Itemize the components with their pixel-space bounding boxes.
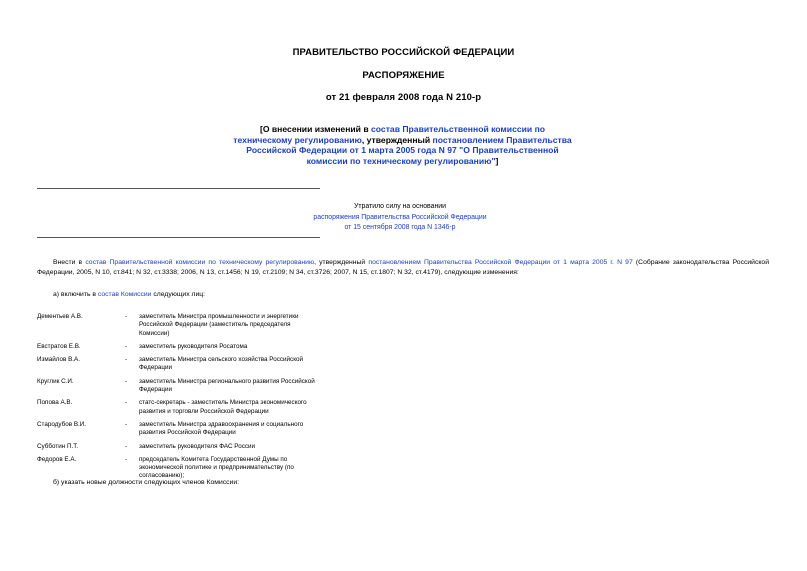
- member-name: Дементьев А.В.: [37, 313, 83, 320]
- member-name: Попова А.В.: [37, 399, 73, 407]
- document-type: РАСПОРЯЖЕНИЕ: [362, 70, 445, 81]
- member-dash: -: [125, 399, 128, 407]
- member-position: заместитель Министра регионального развития Российской Федерации: [139, 377, 315, 394]
- list-item: [37, 313, 397, 338]
- member-name: Круглик С.И.: [37, 377, 74, 385]
- item-b: б) указать новые должности следующих членов Комиссии:: [53, 479, 240, 486]
- list-item: [37, 421, 397, 438]
- intro-link-decree[interactable]: постановлением Правительства Российской Федерации от 1 марта 2005 г. N 97: [368, 259, 633, 266]
- intro-text-2: , утвержденный: [314, 259, 369, 266]
- member-name: Федоров Е.А.: [37, 455, 77, 463]
- member-position: заместитель руководителя ФАС России: [139, 442, 256, 450]
- title-mid: , утвержденный: [361, 134, 433, 145]
- divider-bottom: [37, 237, 320, 238]
- member-dash: -: [125, 377, 128, 385]
- member-name: Стародубов В.И.: [37, 420, 87, 428]
- repeal-note: [305, 202, 495, 234]
- member-name: Евстратов Е.В.: [37, 342, 81, 350]
- list-item: [37, 378, 397, 395]
- item-a-text-2: следующих лиц:: [151, 291, 206, 298]
- repeal-line: Утратило силу на основании: [354, 203, 446, 210]
- intro-text-1: Внести в: [53, 259, 86, 266]
- intro-text-3: (Собрание законодательства Российской Федерации, 2005, N 10, ст.841; N 32, ст.3338; 2006, N 13, ст.1456; N 19, ст.2109; N 34, ст.3726; 2007, N 15, ст.1807; N 32, ст.4179), следующие изменения:: [37, 259, 770, 276]
- member-name: Субботин П.Т.: [37, 442, 79, 450]
- item-a: [53, 290, 205, 300]
- member-position: заместитель Министра здравоохранения и социального развития Российской Федерации: [139, 420, 304, 437]
- intro-link-commission[interactable]: состав Правительственной комиссии по техническому регулированию: [85, 259, 315, 266]
- member-position: председатель Комитета Государственной Думы по экономической политике и предпринимательству (по согласованию);: [139, 455, 294, 480]
- member-dash: -: [125, 356, 128, 364]
- intro-paragraph: [37, 258, 769, 278]
- document-date-number: от 21 февраля 2008 года N 210-р: [325, 92, 482, 103]
- member-dash: -: [125, 455, 128, 463]
- list-item: [37, 356, 397, 373]
- member-position: заместитель Министра сельского хозяйства Российской Федерации: [139, 356, 304, 372]
- title-close: ]: [495, 155, 499, 166]
- member-position: заместитель Министра промышленности и энергетики Российской Федерации (заместитель председателя Комиссии): [139, 313, 299, 337]
- item-a-text-1: а) включить в: [53, 291, 98, 298]
- repeal-link-date[interactable]: от 15 сентября 2008 года N 1346-р: [344, 224, 456, 231]
- member-dash: -: [125, 313, 128, 320]
- list-item: [37, 399, 397, 416]
- item-a-link-commission[interactable]: состав Комиссии: [97, 291, 152, 298]
- document-title: [230, 124, 575, 166]
- title-link-decree-97[interactable]: постановлением Правительства Российской Федерации от 1 марта 2005 года N 97 "О Правительственной комиссии по техническому регулированию": [246, 134, 572, 166]
- member-dash: -: [125, 342, 128, 350]
- list-item: [37, 443, 397, 451]
- member-dash: -: [125, 420, 128, 428]
- divider-top: [37, 188, 320, 189]
- member-dash: -: [125, 442, 128, 450]
- government-name: ПРАВИТЕЛЬСТВО РОССИЙСКОЙ ФЕДЕРАЦИИ: [292, 47, 515, 58]
- member-name: Измайлов В.А.: [37, 356, 81, 364]
- member-position: статс-секретарь - заместитель Министра экономического развития и торговли Российской Федерации: [139, 399, 307, 415]
- list-item: [37, 343, 397, 351]
- repeal-link-order[interactable]: распоряжения Правительства Российской Федерации: [313, 213, 487, 221]
- title-open: [О внесении изменений в: [259, 124, 372, 134]
- member-position: заместитель руководителя Росатома: [139, 342, 248, 350]
- title-link-commission-composition[interactable]: состав Правительственной комиссии по техническому регулированию: [233, 124, 546, 145]
- members-list: [37, 313, 397, 486]
